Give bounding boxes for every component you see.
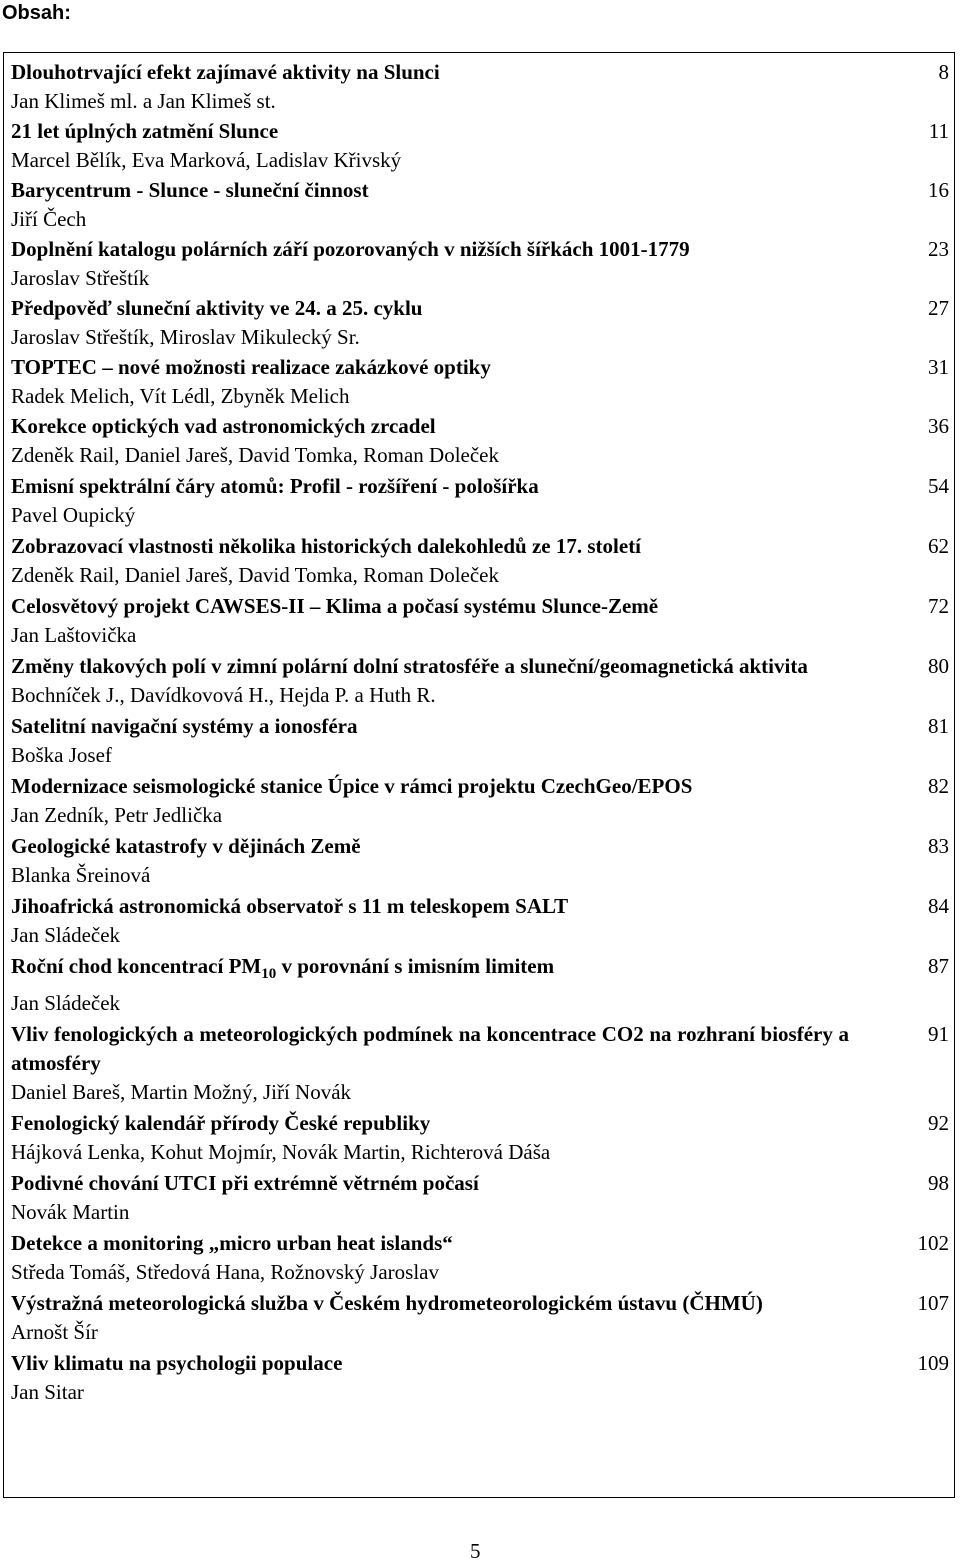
toc-entry-authors: Marcel Bělík, Eva Marková, Ladislav Křivský — [11, 148, 402, 172]
toc-entry — [4, 832, 954, 890]
toc-entry-page: 102 — [917, 1231, 949, 1256]
toc-entry-title: Zobrazovací vlastnosti několika historických dalekohledů ze 17. století — [11, 534, 642, 558]
toc-entry-page: 80 — [928, 654, 949, 678]
toc-entry-page: 91 — [928, 1022, 949, 1047]
toc-entry-authors: Jan Klimeš ml. a Jan Klimeš st. — [11, 89, 276, 113]
toc-entry-page: 84 — [928, 894, 949, 918]
toc-entry-page: 87 — [928, 954, 949, 978]
toc-entry-page: 31 — [928, 355, 949, 379]
toc-entry-page: 54 — [928, 474, 949, 498]
toc-entry — [4, 1109, 954, 1167]
toc-entry-title: Výstražná meteorologická služba v Českém hydrometeorologickém ústavu (ČHMÚ) — [11, 1291, 763, 1316]
toc-entry-title: Vliv fenologických a meteorologických podmínek na koncentrace CO2 na rozhraní biosféry a atmosféry — [11, 1022, 849, 1076]
toc-entry-authors: Radek Melich, Vít Lédl, Zbyněk Melich — [11, 384, 350, 408]
toc-entry-page: 81 — [928, 714, 949, 738]
toc-entry-authors: Pavel Oupický — [11, 503, 136, 527]
toc-entry-page: 36 — [928, 414, 949, 438]
toc-entry — [4, 1349, 954, 1407]
toc-entry-title: 21 let úplných zatmění Slunce — [11, 119, 279, 143]
toc-entry-authors: Zdeněk Rail, Daniel Jareš, David Tomka, Roman Doleček — [11, 443, 500, 467]
toc-entry-title: Fenologický kalendář přírody České republiky — [11, 1111, 431, 1136]
toc-entry-authors: Jan Sitar — [11, 1380, 84, 1405]
toc-entry-text — [11, 532, 849, 590]
toc-entry-title: Korekce optických vad astronomických zrcadel — [11, 414, 436, 438]
toc-entry-authors: Jan Laštovička — [11, 623, 137, 647]
toc-entry-authors: Arnošt Šír — [11, 1320, 98, 1345]
toc-entry-title-subscript: 10 — [261, 966, 277, 983]
toc-entry-text — [11, 952, 849, 1018]
toc-entry-page: 8 — [938, 60, 949, 84]
toc-entry-text — [11, 1109, 849, 1167]
toc-entry-text — [11, 892, 849, 950]
toc-entry-authors: Zdeněk Rail, Daniel Jareš, David Tomka, Roman Doleček — [11, 563, 500, 587]
toc-entry-authors: Jan Zedník, Petr Jedlička — [11, 803, 223, 827]
toc-entry-text — [11, 1229, 849, 1287]
toc-entry — [4, 772, 954, 830]
toc-entry-text — [11, 832, 849, 890]
toc-entry-authors: Boška Josef — [11, 743, 112, 767]
toc-entry-title: Barycentrum - Slunce - sluneční činnost — [11, 178, 369, 202]
toc-entry-title-part: v porovnání s imisním limitem — [276, 954, 555, 978]
toc-entry-title: Detekce a monitoring „micro urban heat islands“ — [11, 1231, 453, 1256]
toc-entry-title: Modernizace seismologické stanice Úpice v rámci projektu CzechGeo/EPOS — [11, 774, 693, 798]
toc-entry-title: Celosvětový projekt CAWSES-II – Klima a počasí systému Slunce-Země — [11, 594, 659, 618]
toc-entry-page: 83 — [928, 834, 949, 858]
toc-entry-text — [11, 1020, 849, 1107]
toc-entry-authors: Jaroslav Střeštík — [11, 266, 150, 290]
toc-entry-text — [11, 1289, 849, 1347]
toc-entry — [4, 592, 954, 650]
toc-entry — [4, 1229, 954, 1287]
toc-entry-title: Předpověď sluneční aktivity ve 24. a 25. cyklu — [11, 296, 423, 320]
toc-entry-text — [11, 652, 849, 710]
toc-entry-title: Podivné chování UTCI při extrémně větrném počasí — [11, 1171, 479, 1196]
toc-entry-authors: Hájková Lenka, Kohut Mojmír, Novák Martin, Richterová Dáša — [11, 1140, 551, 1165]
page-title: Obsah: — [2, 2, 71, 24]
table-of-contents — [3, 52, 955, 1498]
toc-entry-text — [11, 353, 849, 411]
toc-entry-text — [11, 472, 849, 530]
toc-list — [4, 58, 954, 1408]
toc-entry-title: Změny tlakových polí v zimní polární dolní stratosféře a sluneční/geomagnetická aktivita — [11, 654, 808, 678]
toc-entry-authors: Bochníček J., Davídkovová H., Hejda P. a Huth R. — [11, 683, 436, 707]
toc-entry-text — [11, 592, 849, 650]
toc-entry-authors: Středa Tomáš, Středová Hana, Rožnovský Jaroslav — [11, 1260, 439, 1285]
toc-entry-text — [11, 1349, 849, 1407]
toc-entry-title: Jihoafrická astronomická observatoř s 11 m teleskopem SALT — [11, 894, 569, 918]
toc-entry — [4, 892, 954, 950]
toc-entry — [4, 952, 954, 1018]
toc-entry-authors: Jaroslav Střeštík, Miroslav Mikulecký Sr. — [11, 325, 360, 349]
toc-entry-authors: Novák Martin — [11, 1200, 130, 1225]
toc-entry-title-part: Roční chod koncentrací PM — [11, 954, 262, 978]
toc-entry-page: 82 — [928, 774, 949, 798]
toc-entry-text — [11, 294, 849, 352]
toc-entry-text — [11, 235, 849, 293]
toc-entry — [4, 532, 954, 590]
toc-entry — [4, 472, 954, 530]
toc-entry-title: TOPTEC – nové možnosti realizace zakázkové optiky — [11, 355, 491, 379]
toc-entry-title: Satelitní navigační systémy a ionosféra — [11, 714, 358, 738]
toc-entry — [4, 58, 954, 116]
toc-entry-text — [11, 772, 849, 830]
toc-entry-page: 62 — [928, 534, 949, 558]
toc-entry — [4, 117, 954, 175]
toc-entry-authors: Jiří Čech — [11, 207, 87, 231]
toc-entry-page: 98 — [928, 1171, 949, 1196]
toc-entry-page: 92 — [928, 1111, 949, 1136]
page-number: 5 — [470, 1539, 481, 1563]
toc-entry-text — [11, 176, 849, 234]
toc-entry-authors: Blanka Šreinová — [11, 863, 151, 887]
toc-entry-text — [11, 58, 849, 116]
toc-entry-text — [11, 712, 849, 770]
toc-entry — [4, 1289, 954, 1347]
toc-entry-page: 72 — [928, 594, 949, 618]
toc-entry-authors: Daniel Bareš, Martin Možný, Jiří Novák — [11, 1080, 352, 1105]
toc-entry-title — [11, 952, 849, 989]
toc-entry — [4, 652, 954, 710]
toc-entry-page: 107 — [917, 1291, 949, 1316]
toc-entry-page: 16 — [928, 178, 949, 202]
toc-entry-page: 23 — [928, 237, 949, 261]
toc-entry-page: 11 — [928, 119, 949, 143]
toc-entry-text — [11, 1169, 849, 1227]
toc-entry — [4, 1169, 954, 1227]
toc-entry-title: Geologické katastrofy v dějinách Země — [11, 834, 361, 858]
toc-entry-title: Emisní spektrální čáry atomů: Profil - rozšíření - pološířka — [11, 474, 539, 498]
toc-entry-title: Vliv klimatu na psychologii populace — [11, 1351, 343, 1376]
toc-entry — [4, 712, 954, 770]
toc-entry-text — [11, 117, 849, 175]
toc-entry-title: Dlouhotrvající efekt zajímavé aktivity na Slunci — [11, 60, 440, 84]
toc-entry-text — [11, 412, 849, 470]
toc-entry — [4, 1020, 954, 1107]
toc-entry — [4, 235, 954, 293]
toc-entry — [4, 412, 954, 470]
toc-entry — [4, 353, 954, 411]
toc-entry-authors: Jan Sládeček — [11, 923, 121, 947]
toc-entry — [4, 294, 954, 352]
toc-entry-authors: Jan Sládeček — [11, 991, 121, 1016]
toc-entry-title: Doplnění katalogu polárních září pozorovaných v nižších šířkách 1001-1779 — [11, 237, 690, 261]
toc-entry-page: 27 — [928, 296, 949, 320]
toc-entry-page: 109 — [917, 1351, 949, 1376]
toc-entry — [4, 176, 954, 234]
